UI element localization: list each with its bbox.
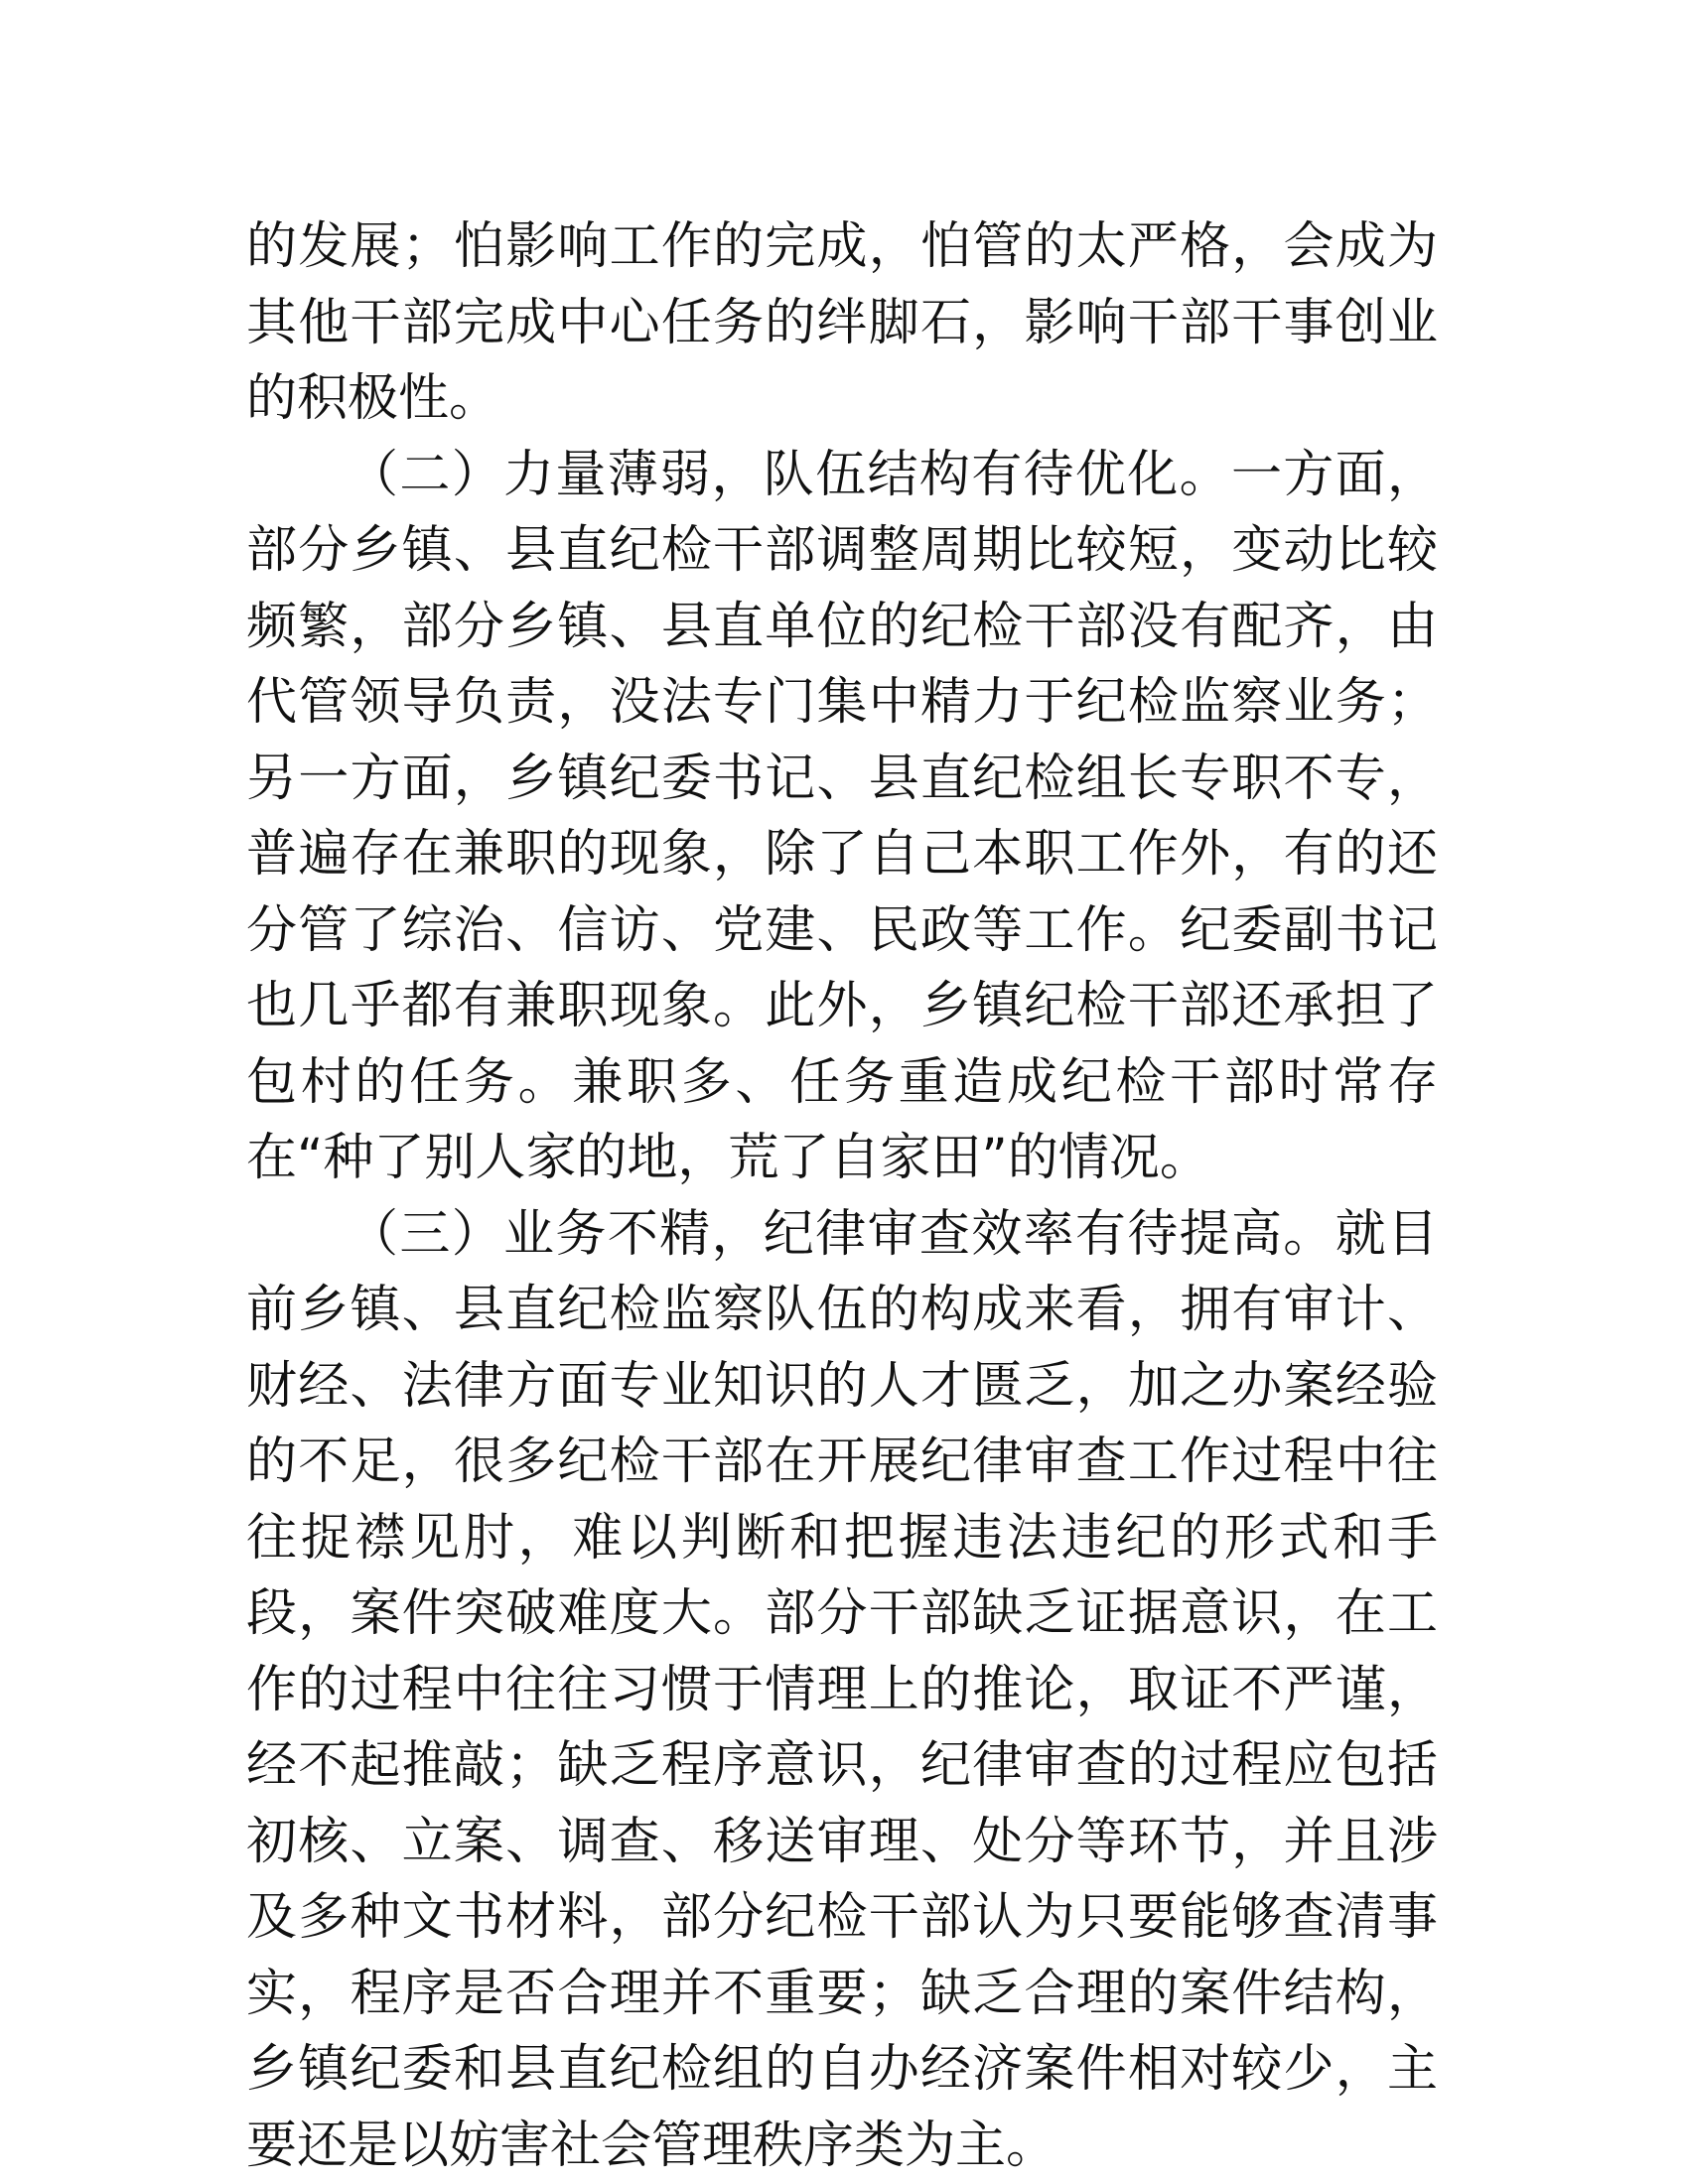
paragraph-continuation: 的发展；怕影响工作的完成，怕管的太严格，会成为其他干部完成中心任务的绊脚石，影响干部干事创业的积极性。 bbox=[246, 217, 1438, 428]
paragraph-section-two: （二）力量薄弱，队伍结构有待优化。一方面，部分乡镇、县直纪检干部调整周期比较短，变动比较频繁，部分乡镇、县直单位的纪检干部没有配齐，由代管领导负责，没法专门集中精力于纪检监察业务；另一方面，乡镇纪委书记、县直纪检组长专职不专，普遍存在兼职的现象，除了自己本职工作外，有的还分管了综治、信访、党建、民政等工作。纪委副书记也几乎都有兼职现象。此外，乡镇纪检干部还承担了包村的任务。兼职多、任务重造成纪检干部时常存在“种了别人家的地，荒了自家田”的情况。 bbox=[246, 445, 1438, 1187]
paragraph-section-three: （三）业务不精，纪律审查效率有待提高。就目前乡镇、县直纪检监察队伍的构成来看，拥有审计、财经、法律方面专业知识的人才匮乏，加之办案经验的不足，很多纪检干部在开展纪律审查工作过程中往往捉襟见肘，难以判断和把握违法违纪的形式和手段，案件突破难度大。部分干部缺乏证据意识，在工作的过程中往往习惯于情理上的推论，取证不严谨，经不起推敲；缺乏程序意识，纪律审查的过程应包括初核、立案、调查、移送审理、处分等环节，并且涉及多种文书材料，部分纪检干部认为只要能够查清事实，程序是否合理并不重要；缺乏合理的案件结构，乡镇纪委和县直纪检组的自办经济案件相对较少，主要还是以妨害社会管理秩序类为主。 bbox=[246, 1204, 1438, 2175]
document-body bbox=[246, 209, 1438, 2184]
